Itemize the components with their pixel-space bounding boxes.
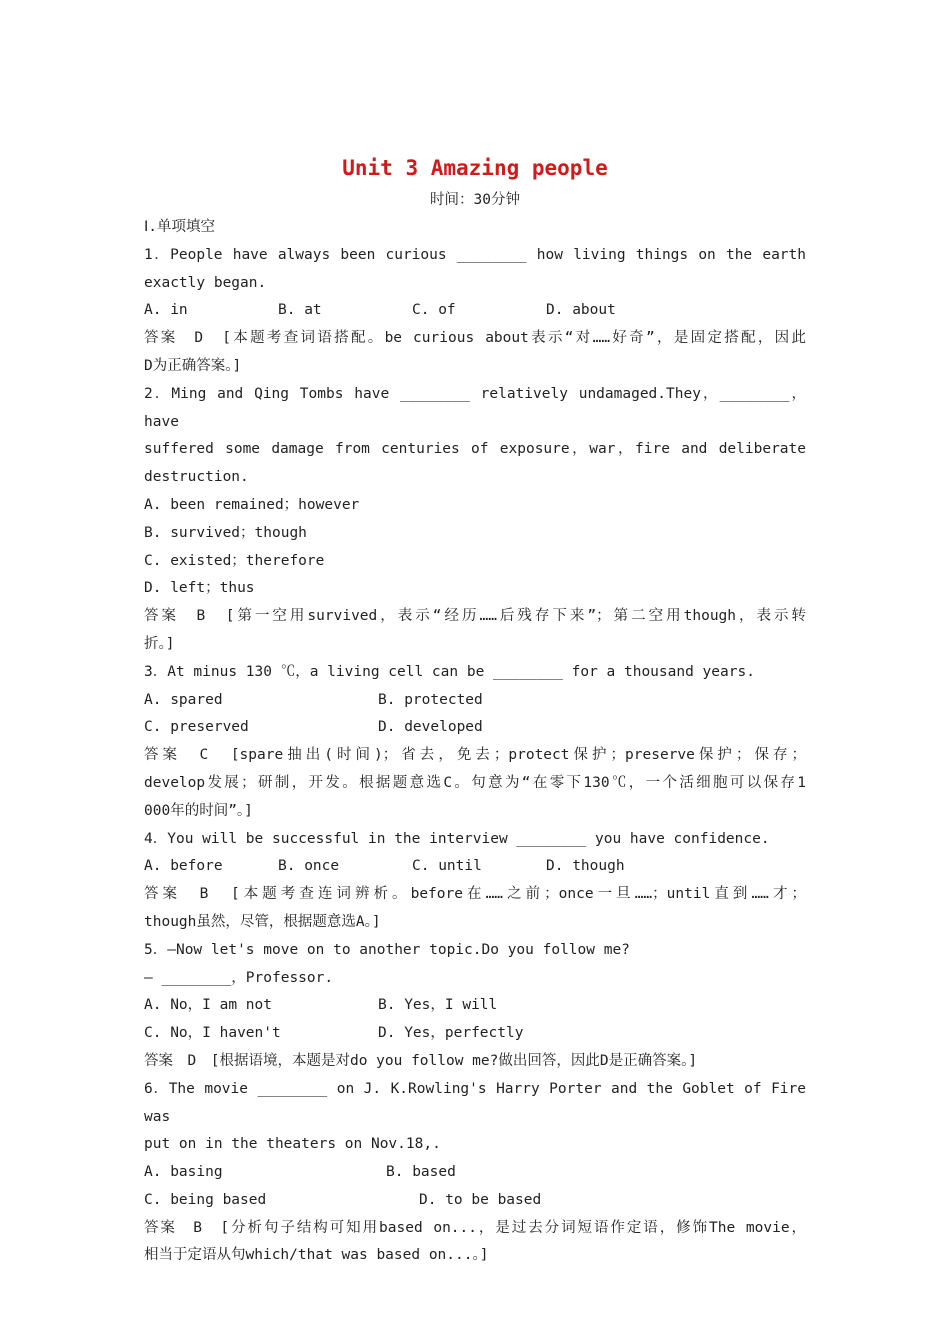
- question-stem-line: exactly began.: [144, 274, 267, 291]
- option-d: D. to be based: [419, 1191, 542, 1208]
- option-c: C. until: [412, 858, 482, 875]
- option-c: C. of: [412, 302, 456, 319]
- option-d: D. though: [546, 858, 625, 875]
- option-a: A. spared: [144, 691, 223, 708]
- option-b: B. Yes，I will: [378, 997, 498, 1014]
- option-row: [144, 1020, 806, 1048]
- question-6: [144, 1076, 806, 1271]
- option-a: A. No，I am not: [144, 997, 272, 1014]
- question-stem-line: 6．The movie ________ on J. K.Rowling's Harry Porter and the Goblet of Fire was: [144, 1080, 806, 1125]
- option-d: D. developed: [378, 719, 483, 736]
- option-b: B. based: [386, 1164, 456, 1181]
- page-title: Unit 3 Amazing people: [342, 156, 608, 180]
- option-b: B. at: [278, 302, 322, 319]
- question-1: [144, 242, 806, 381]
- question-stem-line: 5．—Now let's move on to another topic.Do you follow me?: [144, 941, 630, 958]
- option-a: A. in: [144, 302, 188, 319]
- option-d: D. left；thus: [144, 580, 255, 597]
- option-c: C. No，I haven't: [144, 1025, 281, 1042]
- question-stem-line: put on in the theaters on Nov.18,.: [144, 1136, 441, 1153]
- question-3: [144, 659, 806, 826]
- question-stem-line: destruction.: [144, 469, 249, 486]
- question-2: [144, 381, 806, 659]
- question-stem-line: 3．At minus 130 ℃，a living cell can be ________ for a thousand years.: [144, 663, 755, 680]
- answer-line: 答案 D [根据语境，本题是对do you follow me?做出回答，因此D是正确答案。]: [144, 1052, 698, 1069]
- document-page: [144, 150, 806, 1270]
- option-row: [144, 1187, 806, 1215]
- question-4: [144, 826, 806, 937]
- answer-line: 相当于定语从句which/that was based on...。]: [144, 1247, 489, 1264]
- answer-line: 答案 B [本题考查连词辨析。before在……之前；once一旦……；until直到……才；: [144, 886, 806, 903]
- option-d: D. about: [546, 302, 616, 319]
- answer-line: 答案 B [第一空用survived，表示“经历……后残存下来”；第二空用though，表示转: [144, 608, 806, 625]
- option-c: C. existed；therefore: [144, 552, 325, 569]
- option-row: [144, 992, 806, 1020]
- option-b: B. once: [278, 858, 340, 875]
- answer-line: 答案 D [本题考查词语搭配。be curious about表示“对……好奇”，是固定搭配，因此: [144, 330, 806, 347]
- question-5: [144, 937, 806, 1076]
- question-stem-line: — ________，Professor.: [144, 969, 334, 986]
- option-row: [144, 297, 806, 325]
- option-row: [144, 853, 806, 881]
- answer-line: 答案 B [分析句子结构可知用based on...，是过去分词短语作定语，修饰The movie，: [144, 1219, 806, 1236]
- question-stem-line: 2．Ming and Qing Tombs have ________ relatively undamaged.They，________，have: [144, 385, 806, 430]
- option-d: D. Yes，perfectly: [378, 1025, 524, 1042]
- option-c: C. being based: [144, 1191, 267, 1208]
- answer-line: develop发展；研制，开发。根据题意选C。句意为“在零下130℃，一个活细胞可以保存1: [144, 774, 806, 791]
- option-a: A. basing: [144, 1164, 223, 1181]
- option-a: A. been remained；however: [144, 496, 360, 513]
- question-stem-line: suffered some damage from centuries of exposure，war，fire and deliberate: [144, 441, 806, 458]
- option-row: [144, 687, 806, 715]
- question-stem-line: 1．People have always been curious ________ how living things on the earth: [144, 246, 806, 263]
- question-stem-line: 4．You will be successful in the interview ________ you have confidence.: [144, 830, 770, 847]
- option-b: B. protected: [378, 691, 483, 708]
- answer-line: 000年的时间”。]: [144, 802, 253, 819]
- option-a: A. before: [144, 858, 223, 875]
- option-b: B. survived；though: [144, 524, 307, 541]
- answer-line: though虽然，尽管，根据题意选A。]: [144, 913, 381, 930]
- option-row: [144, 1159, 806, 1187]
- answer-line: D为正确答案。]: [144, 357, 242, 374]
- answer-line: 答案 C [spare抽出(时间)；省去，免去；protect保护；preserve保护；保存；: [144, 747, 806, 764]
- option-c: C. preserved: [144, 719, 249, 736]
- option-row: [144, 714, 806, 742]
- answer-line: 折。]: [144, 635, 175, 652]
- time-limit: 时间：30分钟: [430, 192, 520, 208]
- section-heading: Ⅰ.单项填空: [144, 219, 216, 235]
